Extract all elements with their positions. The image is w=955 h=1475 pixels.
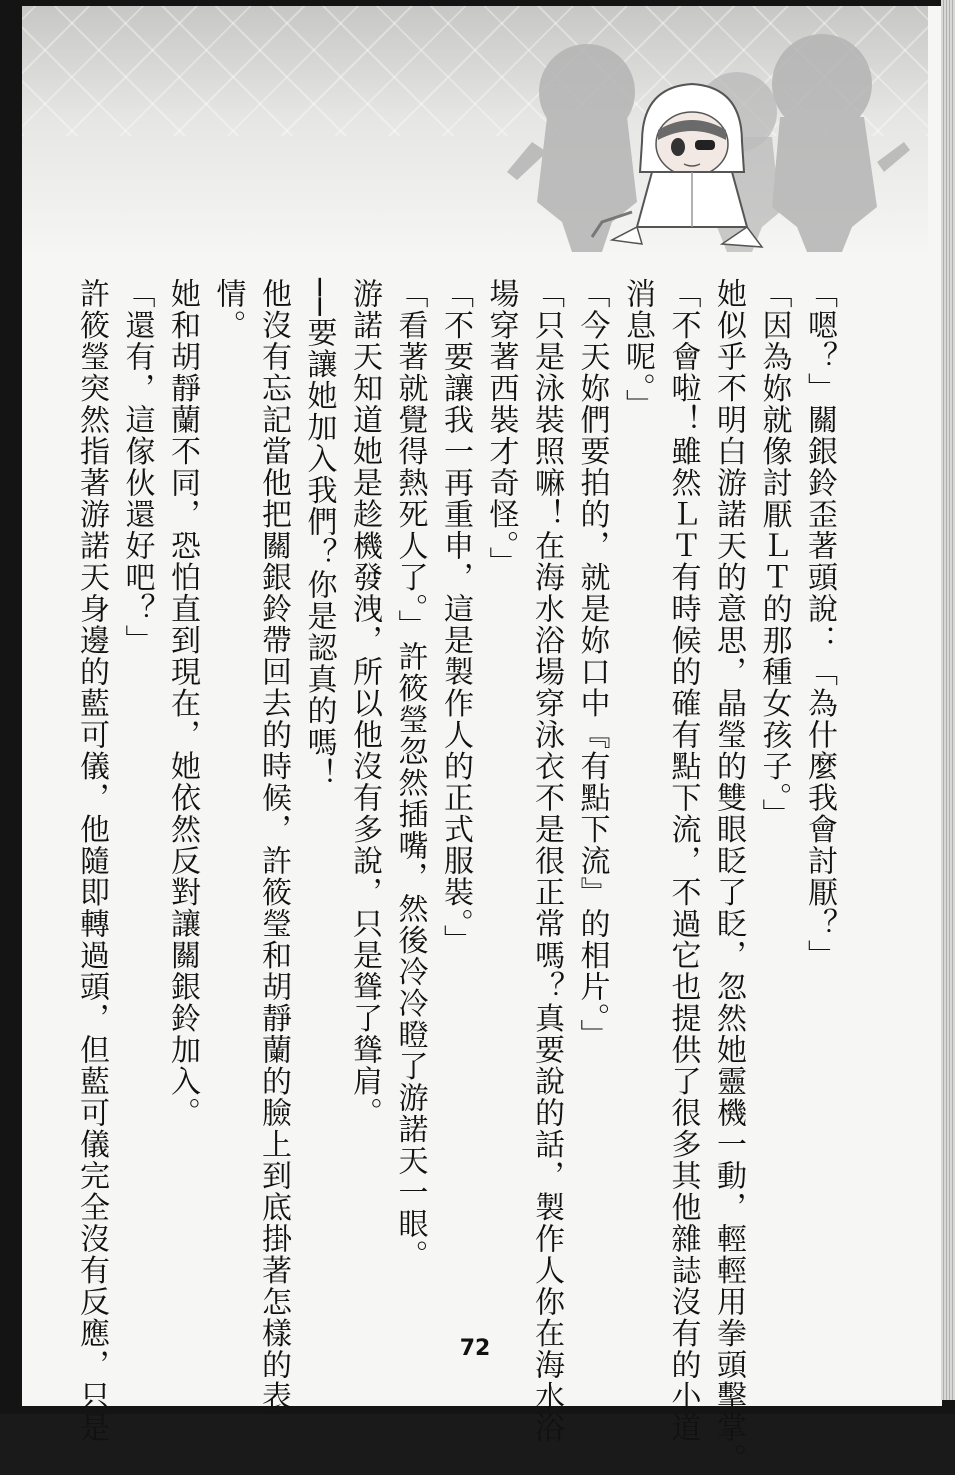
text-line: 她似乎不明白游諾天的意思，晶瑩的雙眼眨了眨，忽然她靈機一動，輕輕用拳頭擊掌。 — [711, 278, 746, 1475]
text-line: ──要讓她加入我們？你是認真的嗎！ — [301, 278, 337, 790]
text-line: 「因為妳就像討厭ＬＴ的那種女孩子。」 — [756, 278, 792, 830]
book-page — [22, 6, 942, 1475]
text-line: 「還有，這傢伙還好吧？」 — [119, 278, 155, 656]
text-line: 消息呢。」 — [620, 278, 655, 421]
text-line: 他沒有忘記當他把關銀鈴帶回去的時候，許筱瑩和胡靜蘭的臉上到底掛著怎樣的表 — [256, 278, 291, 1412]
text-line: 「不會啦！雖然ＬＴ有時候的確有點下流，不過它也提供了很多其他雜誌沒有的小道 — [665, 278, 701, 1444]
text-line: 「只是泳裝照嘛！在海水浴場穿泳衣不是很正常嗎？真要說的話，製作人你在海水浴 — [529, 278, 564, 1444]
text-line: 「今天妳們要拍的，就是妳口中『有點下流』的相片。」 — [574, 278, 610, 1051]
text-line: 「看著就覺得熱死人了。」許筱瑩忽然插嘴，然後冷冷瞪了游諾天一眼。 — [392, 278, 428, 1271]
page-edge-stack — [941, 0, 955, 1400]
text-line: 「不要讓我一再重申，這是製作人的正式服裝。」 — [438, 278, 473, 956]
page-number: 72 — [459, 1336, 491, 1361]
text-line: 游諾天知道她是趁機發洩，所以他沒有多說，只是聳了聳肩。 — [347, 278, 382, 1129]
text-line: 場穿著西裝才奇怪。」 — [483, 278, 519, 578]
text-line: 「嗯？」關銀鈴歪著頭說：「為什麼我會討厭？」 — [802, 278, 837, 971]
text-line: 許筱瑩突然指著游諾天身邊的藍可儀，他隨即轉過頭，但藍可儀完全沒有反應，只是 — [74, 278, 109, 1444]
chibi-characters-illustration — [492, 22, 912, 252]
text-line: 她和胡靜蘭不同，恐怕直到現在，她依然反對讓關銀鈴加入。 — [165, 278, 200, 1129]
text-line: 情。 — [210, 278, 246, 341]
